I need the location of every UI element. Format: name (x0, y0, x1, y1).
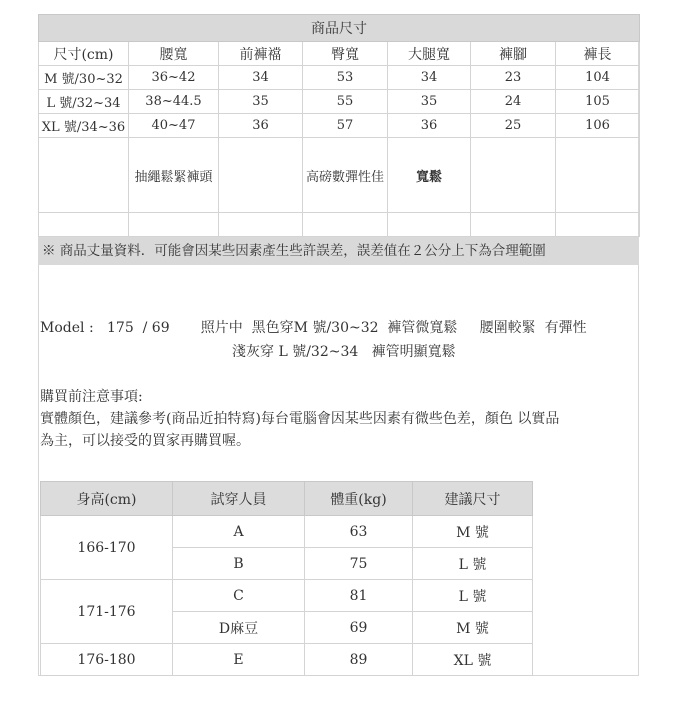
size-row-xl (39, 114, 640, 138)
tester-size: L 號 (413, 580, 533, 612)
height-range: 171-176 (41, 580, 173, 644)
tester-weight: 75 (305, 548, 413, 580)
header-size: 尺寸(cm) (39, 42, 129, 66)
model-info-line1: Model : 175 / 69 照片中 黑色穿M 號/30~32 褲管微寬鬆 腰圍較緊 有彈性 (40, 320, 587, 336)
size-row-m (39, 66, 640, 90)
header-hip: 臀寬 (303, 42, 388, 66)
tester-weight: 89 (305, 644, 413, 676)
height-range: 176-180 (41, 644, 173, 676)
cell: XL 號/34~36 (39, 114, 129, 138)
waist-note: 抽繩鬆緊褲頭 (129, 138, 219, 213)
tester-weight: 69 (305, 612, 413, 644)
cell: 106 (556, 114, 640, 138)
cell (129, 213, 219, 237)
notice-line1: 實體顏色，建議參考(商品近拍特寫)每台電腦會因某些因素有微些色差，顏色 以實品 (40, 411, 560, 427)
cell (388, 213, 471, 237)
cell (556, 213, 640, 237)
tester-name: E (173, 644, 305, 676)
header-weight: 體重(kg) (305, 482, 413, 516)
cell: L 號/32~34 (39, 90, 129, 114)
tester-name: D麻豆 (173, 612, 305, 644)
cell: 35 (388, 90, 471, 114)
tester-weight: 81 (305, 580, 413, 612)
table-row (41, 580, 533, 612)
tester-size: L 號 (413, 548, 533, 580)
cell: 23 (471, 66, 556, 90)
size-spacer-row (39, 213, 640, 237)
header-thigh: 大腿寬 (388, 42, 471, 66)
height-range: 166-170 (41, 516, 173, 580)
tester-size: XL 號 (413, 644, 533, 676)
header-height: 身高(cm) (41, 482, 173, 516)
tester-weight: 63 (305, 516, 413, 548)
cell: 53 (303, 66, 388, 90)
cell: 57 (303, 114, 388, 138)
cell: 105 (556, 90, 640, 114)
cell (219, 138, 303, 213)
cell: 40~47 (129, 114, 219, 138)
header-suggested-size: 建議尺寸 (413, 482, 533, 516)
cell: 24 (471, 90, 556, 114)
measurement-disclaimer: ※ 商品丈量資料．可能會因某些因素產生些許誤差，誤差值在２公分上下為合理範圍 (38, 237, 639, 265)
header-tester: 試穿人員 (173, 482, 305, 516)
notice-line2: 為主，可以接受的買家再購買喔。 (40, 433, 250, 449)
size-row-l (39, 90, 640, 114)
tester-size: M 號 (413, 516, 533, 548)
purchase-notice (40, 386, 640, 452)
tester-size: M 號 (413, 612, 533, 644)
cell (39, 138, 129, 213)
table-row (41, 644, 533, 676)
header-front-rise: 前褲襠 (219, 42, 303, 66)
header-waist: 腰寬 (129, 42, 219, 66)
cell (471, 138, 556, 213)
cell: 35 (219, 90, 303, 114)
cell: 34 (219, 66, 303, 90)
cell (39, 213, 129, 237)
cell: 36 (219, 114, 303, 138)
fit-table (40, 481, 533, 676)
cell: 34 (388, 66, 471, 90)
fit-table-header-row (41, 482, 533, 516)
cell: 36~42 (129, 66, 219, 90)
tester-name: B (173, 548, 305, 580)
cell (219, 213, 303, 237)
cell: 55 (303, 90, 388, 114)
cell: M 號/30~32 (39, 66, 129, 90)
cell: 104 (556, 66, 640, 90)
cell (471, 213, 556, 237)
size-notes-row (39, 138, 640, 213)
cell (556, 138, 640, 213)
tester-name: A (173, 516, 305, 548)
thigh-note: 寬鬆 (388, 138, 471, 213)
size-table-title: 商品尺寸 (39, 15, 640, 42)
cell: 25 (471, 114, 556, 138)
cell (303, 213, 388, 237)
notice-title: 購買前注意事項: (40, 389, 143, 405)
header-hem: 褲腳 (471, 42, 556, 66)
cell: 36 (388, 114, 471, 138)
header-length: 褲長 (556, 42, 640, 66)
table-row (41, 516, 533, 548)
model-info-line2: 淺灰穿 L 號/32~34 褲管明顯寬鬆 (232, 344, 456, 360)
size-table (38, 14, 640, 237)
hip-note: 高磅數彈性佳 (303, 138, 388, 213)
cell: 38~44.5 (129, 90, 219, 114)
tester-name: C (173, 580, 305, 612)
size-table-header-row (39, 42, 640, 66)
